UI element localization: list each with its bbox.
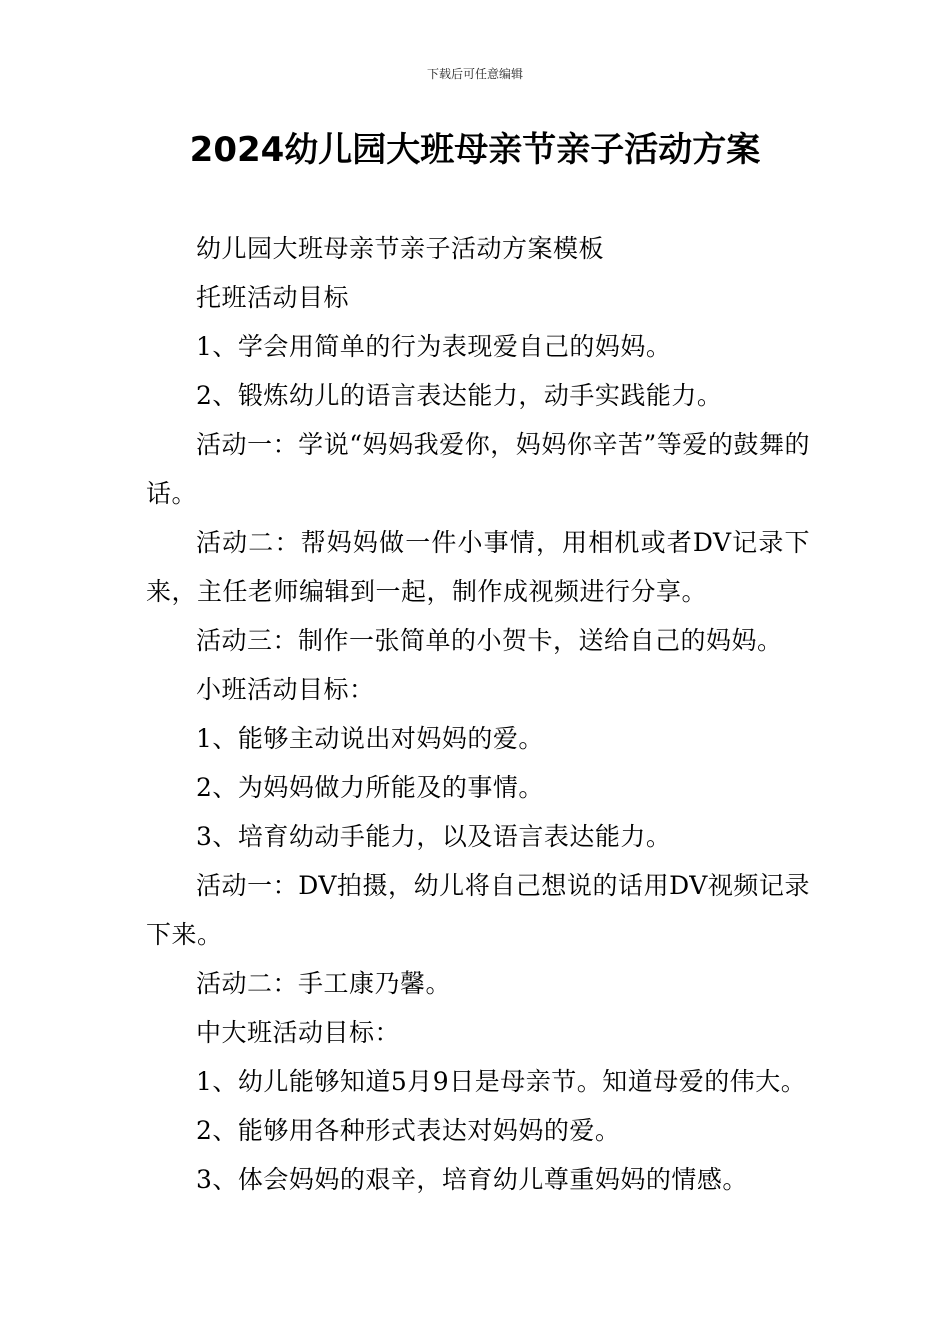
paragraph: 托班活动目标 [196, 283, 350, 312]
header-note: 下载后可任意编辑 [426, 67, 523, 81]
page-title: 2024幼儿园大班母亲节亲子活动方案 [189, 130, 761, 170]
paragraph: 1、幼儿能够知道5月9日是母亲节。知道母爱的伟大。 [196, 1067, 807, 1096]
document-body [146, 224, 810, 1204]
paragraph: 1、能够主动说出对妈妈的爱。 [196, 724, 544, 753]
paragraph: 2、锻炼幼儿的语言表达能力，动手实践能力。 [196, 381, 723, 410]
paragraph: 活动二：手工康乃馨。 [196, 969, 452, 998]
paragraph: 3、体会妈妈的艰辛，培育幼儿尊重妈妈的情感。 [196, 1165, 748, 1194]
paragraph: 幼儿园大班母亲节亲子活动方案模板 [196, 234, 605, 263]
paragraph: 中大班活动目标： [196, 1018, 401, 1047]
paragraph: 2、为妈妈做力所能及的事情。 [196, 773, 544, 802]
paragraph: 活动二：帮妈妈做一件小事情，用相机或者DV记录下来，主任老师编辑到一起，制作成视频进行分享。 [146, 528, 810, 606]
paragraph: 1、学会用简单的行为表现爱自己的妈妈。 [196, 332, 672, 361]
paragraph: 活动三：制作一张简单的小贺卡，送给自己的妈妈。 [196, 626, 783, 655]
paragraph: 3、培育幼动手能力，以及语言表达能力。 [196, 822, 672, 851]
paragraph: 活动一：学说“妈妈我爱你，妈妈你辛苦”等爱的鼓舞的话。 [146, 430, 810, 508]
paragraph: 2、能够用各种形式表达对妈妈的爱。 [196, 1116, 621, 1145]
paragraph: 小班活动目标： [196, 675, 375, 704]
paragraph: 活动一：DV拍摄，幼儿将自己想说的话用DV视频记录下来。 [146, 871, 810, 949]
